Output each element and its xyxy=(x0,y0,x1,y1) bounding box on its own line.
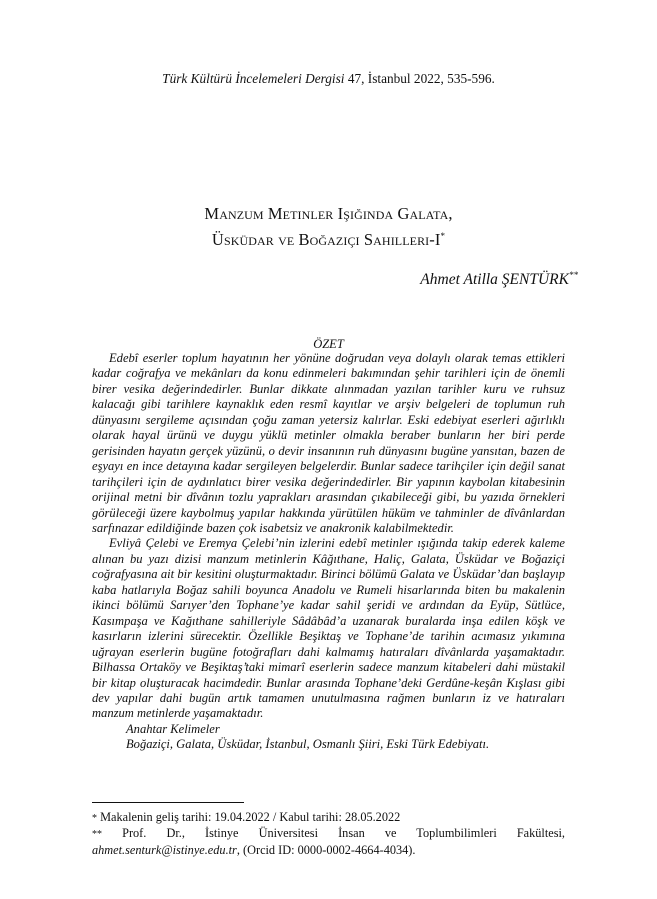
abstract-heading: ÖZET xyxy=(313,337,344,351)
footnote-2-contact xyxy=(92,843,565,858)
abstract-paragraph-2: Evliyâ Çelebi ve Eremya Çelebi’nin izlerini edebî metinler ışığında takip ederek kaleme alınan bu yazı dizisi manzum metinlerin Kâğıthane, Haliç, Galata, Üsküdar ve Boğaziçi coğrafyasına ait bir kesitini oluşturmaktadır. Birinci bölümü Galata ve Üsküdar’dan başlayıp kaba hatlarıyla Boğaz sahili boyunca Anadolu ve Rumeli hisarlarında biten bu makalenin ikinci bölümü Sarıyer’den Tophane’ye kadar sahil şeridi ve ardından da Eyüp, Sütlüce, Kasımpaşa ve Kağıthane sahilleriyle Sâdâbâd’a uzanarak buralarda inşa edilen köşk ve kasırların izlerini sürecektir. Özellikle Beşiktaş ve Tophane’de tarihin acımasız yıkımına uğrayan eserlerin bugüne fotoğrafları dahi kalmamış hatıraları dîvânlarda yaşamaktadır. Bilhassa Ortaköy ve Beşiktaş’taki mimarî eserlerin sadece manzum kitabeleri dahi müstakil bir kitap oluşturacak hacimdedir. Bunlar arasında Tophane’deki Gerdûne-keşân Kışlası gibi dev yapılar dahi bugün artık tamamen unutulmasına rağmen bunların iz ve hatıraları manzum metinlerde yaşamaktadır. xyxy=(92,536,565,721)
footnote-1-mark: * xyxy=(92,813,97,824)
footnote-2 xyxy=(92,826,565,842)
title-footnote-mark[interactable]: * xyxy=(440,231,446,241)
author-name: Ahmet Atilla ŞENTÜRK xyxy=(420,271,569,288)
title-line-1: Manzum Metinler Işığında Galata, xyxy=(204,204,453,223)
keywords-label: Anahtar Kelimeler xyxy=(126,721,220,736)
author-byline xyxy=(420,270,578,289)
abstract-body xyxy=(92,351,565,753)
footnote-separator xyxy=(92,802,244,803)
footnote-2-text: Prof. Dr., İstinye Üniversitesi İnsan ve Toplumbilimleri Fakültesi, xyxy=(102,826,565,841)
title-line-2-text: Üsküdar ve Boğaziçi Sahilleri-I xyxy=(211,230,441,249)
orcid-text: , (Orcid ID: 0000-0002-4664-4034). xyxy=(236,842,416,857)
journal-citation xyxy=(0,71,657,87)
author-footnote-mark[interactable]: ** xyxy=(569,270,578,280)
footnotes xyxy=(92,810,565,858)
journal-issue-info: 47, İstanbul 2022, 535-596. xyxy=(344,71,495,86)
title-line-2 xyxy=(0,225,657,251)
article-title xyxy=(0,203,657,251)
keywords-list: Boğaziçi, Galata, Üsküdar, İstanbul, Osmanlı Şiiri, Eski Türk Edebiyatı. xyxy=(126,737,490,752)
abstract-paragraph-1: Edebî eserler toplum hayatının her yönüne doğrudan veya dolaylı olarak temas ettikleri kadar coğrafya ve mekânları da konu edinmeleri bakımından şehir tarihleri için de önemli birer vesika değerindedirler. Bunlar dikkate alınmadan yazılan tarihler kuru ve ruhsuz kalacağı gibi tarihlere kaynaklık eden resmî kayıtlar ve arşiv belgeleri de toplumun ruh dünyasını sergileme açısından çoğu zaman yetersiz kalırlar. Eski edebiyat eserleri ağırlıklı olarak hayal ürünü ve duygu yüklü metinler olmakla beraber bunların her biri perde gerisinden hayatın gerçek yüzünü, o devir insanının ruh dünyasını bugüne yansıtan, bazen de eşyayı en ince detayına kadar sergileyen belgelerdir. Bunlar sadece tarihçiler için değil sanat tarihçileri için de aydınlatıcı birer vesika değerindedirler. Bir yapının kaybolan kitabesinin orijinal metni bir dîvânın tozlu yaprakları arasından çıkabileceği gibi, bu yazıda örnekleri görüleceği üzere kaybolmuş yapılar hakkında yürütülen hüküm ve tahminler de dîvânlardan sarfınazar edildiğinde bazen çok isabetsiz ve anakronik kalabilmektedir. xyxy=(92,351,565,535)
author-email-link[interactable]: ahmet.senturk@istinye.edu.tr xyxy=(92,842,237,857)
journal-name: Türk Kültürü İncelemeleri Dergisi xyxy=(162,71,345,86)
footnote-2-mark: ** xyxy=(92,829,102,841)
footnote-1-text: Makalenin geliş tarihi: 19.04.2022 / Kabul tarihi: 28.05.2022 xyxy=(97,810,401,824)
footnote-1 xyxy=(92,810,565,826)
